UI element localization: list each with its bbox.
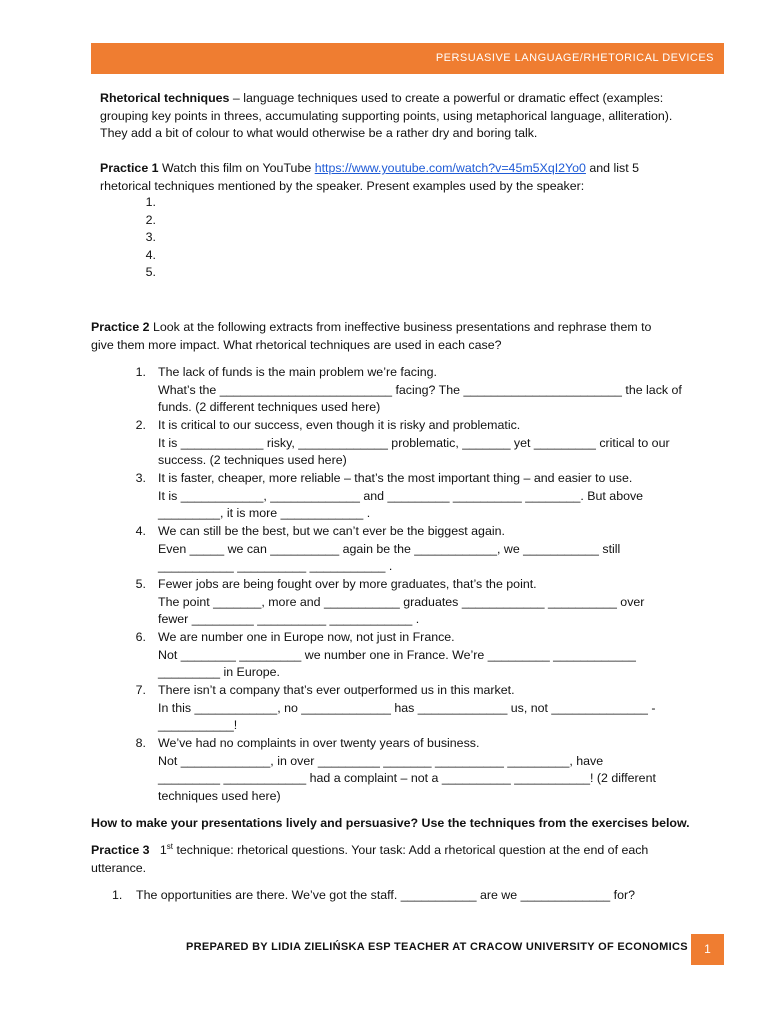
exercise-blank-line[interactable]: _________ ____________ had a complaint – not a __________ ___________! (2 different (158, 771, 656, 785)
exercise-blank-line[interactable]: The point _______, more and ___________ graduates ____________ __________ over (158, 594, 645, 609)
exercise-num: 4. (135, 524, 146, 538)
intro-paragraph (100, 90, 720, 143)
exercise-blank-line[interactable]: Not _____________, in over _________ _______ __________ _________, have (158, 753, 604, 768)
intro-line3: They add a bit of colour to what would otherwise be a rather dry and boring talk. (100, 126, 538, 140)
practice1-list (126, 194, 156, 282)
practice3-line2: utterance. (91, 860, 147, 875)
exercise-blank-line[interactable]: ___________! (158, 718, 238, 732)
exercise-sentence: It is faster, cheaper, more reliable – that’s the most important thing – and easier to use. (158, 471, 633, 485)
header-title: PERSUASIVE LANGUAGE/RHETORICAL DEVICES (435, 52, 714, 64)
practice3-label: Practice 3 (91, 843, 150, 857)
exercise-sentence: We are number one in Europe now, not just in France. (158, 630, 455, 644)
intro-line2: grouping key points in threes, accumulating supporting points, using metaphorical language, alliteration). (100, 108, 673, 123)
exercise-num: 1. (135, 365, 146, 379)
exercise-blank-line[interactable]: fewer _________ __________ ____________ . (158, 612, 420, 626)
footer-credit: PREPARED BY LIDIA ZIELIŃSKA ESP TEACHER AT CRACOW UNIVERSITY OF ECONOMICS (186, 941, 688, 953)
practice3-num: 1 (159, 843, 167, 857)
practice2-line2: give them more impact. What rhetorical techniques are used in each case? (91, 337, 502, 352)
practice1-item-3: 3. (145, 230, 156, 244)
practice1-label: Practice 1 (100, 161, 159, 175)
exercise-blank-line[interactable]: It is ____________, _____________ and _________ __________ ________. But above (158, 488, 644, 503)
practice3 (91, 842, 731, 877)
exercise-sentence: It is critical to our success, even though it is risky and problematic. (158, 418, 521, 432)
header-bar (91, 43, 724, 74)
exercise-num: 8. (135, 736, 146, 750)
exercise-sentence: Fewer jobs are being fought over by more graduates, that’s the point. (158, 577, 537, 591)
exercise-blank-line[interactable]: Not ________ _________ we number one in France. We’re _________ ____________ (158, 647, 636, 662)
practice3-item-1 (112, 887, 732, 905)
practice2-line1: Look at the following extracts from ineffective business presentations and rephrase them to (149, 320, 652, 334)
exercise-blank-line[interactable]: Even _____ we can __________ again be the ____________, we ___________ still (158, 541, 621, 556)
exercise-num: 7. (135, 683, 146, 697)
practice3-sup: st (166, 841, 174, 851)
practice2-intro (91, 319, 731, 354)
practice1 (100, 160, 720, 195)
practice3-item-text[interactable]: The opportunities are there. We’ve got the staff. ___________ are we _____________ for? (136, 888, 635, 902)
practice1-text-before: Watch this film on YouTube (158, 161, 315, 175)
how-to-heading (91, 815, 731, 833)
exercise-blank-line[interactable]: _________ in Europe. (158, 665, 280, 679)
practice2-label: Practice 2 (91, 320, 150, 334)
exercise-blank-line[interactable]: funds. (2 different techniques used here) (158, 400, 381, 414)
exercise-sentence: We’ve had no complaints in over twenty years of business. (158, 736, 480, 750)
practice1-item-1: 1. (145, 195, 156, 209)
youtube-link[interactable]: https://www.youtube.com/watch?v=45m5XqI2Yo0 (314, 161, 586, 175)
how-to-text: How to make your presentations lively and persuasive? Use the techniques from the exercises below. (91, 816, 690, 830)
exercise-sentence: The lack of funds is the main problem we’re facing. (158, 365, 437, 379)
practice1-item-4: 4. (145, 247, 156, 262)
practice3-line1: technique: rhetorical questions. Your task: Add a rhetorical question at the end of each (173, 843, 649, 857)
exercise-blank-line[interactable]: _________, it is more ____________ . (158, 506, 371, 520)
practice1-item-2: 2. (145, 212, 156, 227)
intro-line1: – language techniques used to create a powerful or dramatic effect (examples: (229, 91, 664, 105)
exercise-num: 5. (135, 577, 146, 591)
exercise-blank-line[interactable]: What’s the _________________________ facing? The _______________________ the lack of (158, 382, 682, 397)
practice1-text-after: and list 5 (585, 161, 639, 175)
exercise-num: 2. (135, 418, 146, 432)
exercise-blank-line[interactable]: It is ____________ risky, _____________ problematic, _______ yet _________ critical to our (158, 435, 670, 450)
exercise-blank-line[interactable]: In this ____________, no _____________ has _____________ us, not ______________ - (158, 700, 656, 715)
practice3-item-num: 1. (112, 888, 123, 902)
exercise-blank-line[interactable]: ___________ __________ ___________ . (158, 559, 393, 573)
practice1-line2: rhetorical techniques mentioned by the speaker. Present examples used by the speaker: (100, 178, 585, 193)
practice1-item-5: 5. (145, 265, 156, 279)
exercise-sentence: There isn’t a company that’s ever outperformed us in this market. (158, 683, 515, 697)
exercise-num: 3. (135, 471, 146, 485)
exercise-blank-line[interactable]: success. (2 techniques used here) (158, 453, 347, 467)
exercise-num: 6. (135, 630, 146, 644)
intro-term: Rhetorical techniques (100, 91, 230, 105)
exercise-blank-line: techniques used here) (158, 788, 281, 803)
exercise-sentence: We can still be the best, but we can’t ever be the biggest again. (158, 524, 505, 538)
page-number: 1 (691, 934, 724, 965)
